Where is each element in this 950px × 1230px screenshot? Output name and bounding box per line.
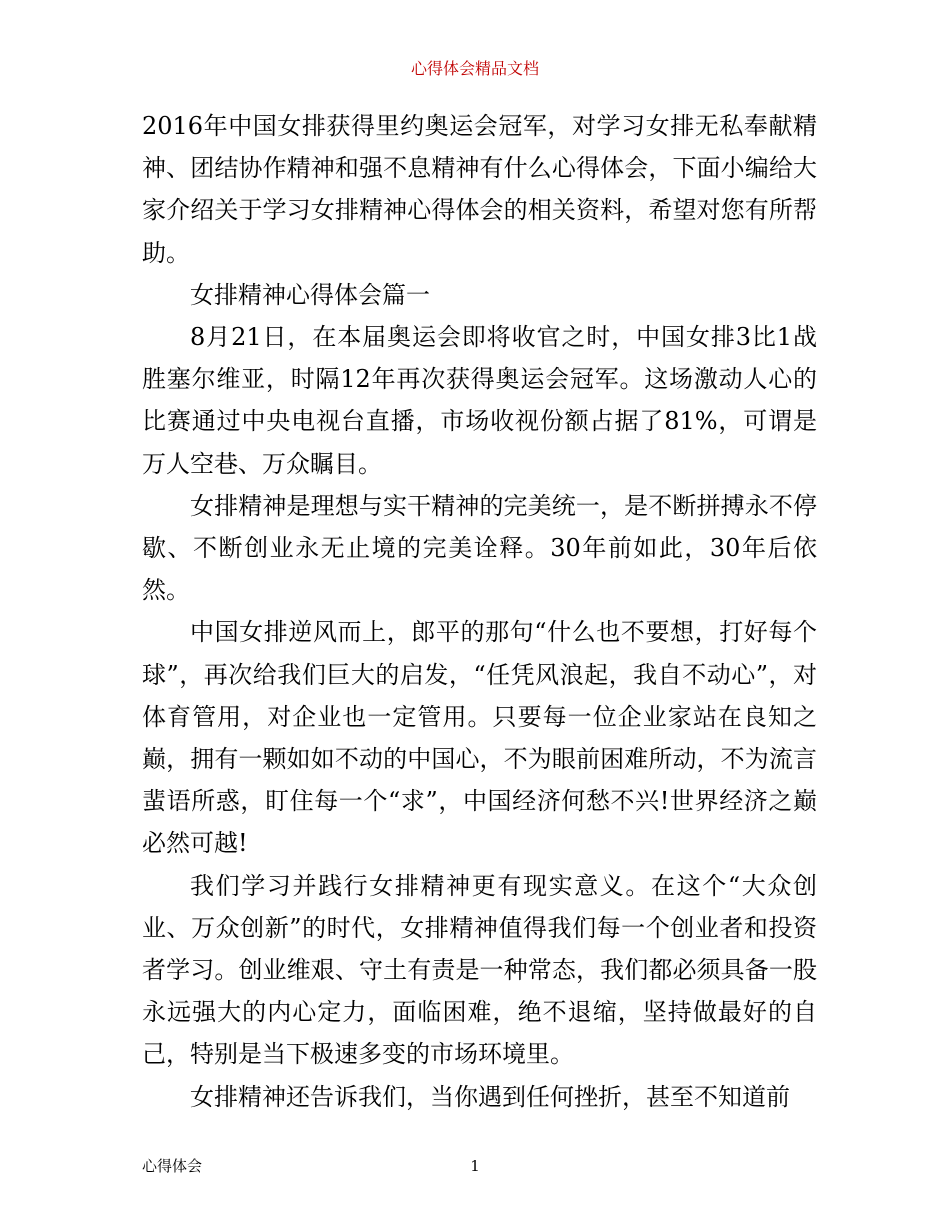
- footer-label: 心得体会: [142, 1157, 203, 1175]
- body-paragraph: 女排精神是理想与实干精神的完美统一，是不断拼搏永不停歇、不断创业永无止境的完美诠释。30年前如此，30年后依然。: [142, 491, 817, 605]
- page-header-title: 心得体会精品文档: [410, 59, 539, 78]
- body-paragraph: 8月21日，在本届奥运会即将收官之时，中国女排3比1战胜塞尔维亚，时隔12年再次获得奥运会冠军。这场激动人心的比赛通过中央电视台直播，市场收视份额占据了81%，可谓是万人空巷、万众瞩目。: [142, 323, 817, 478]
- document-body: [142, 105, 817, 1118]
- body-paragraph: 中国女排逆风而上，郎平的那句“什么也不要想，打好每个球”，再次给我们巨大的启发，“任凭风浪起，我自不动心”，对体育管用，对企业也一定管用。只要每一位企业家站在良知之巅，拥有一颗如如不动的中国心，不为眼前困难所动，不为流言蜚语所惑，盯住每一个“求”，中国经济何愁不兴!世界经济之巅必然可越!: [142, 618, 817, 858]
- body-paragraph: 女排精神还告诉我们，当你遇到任何挫折，甚至不知道前: [190, 1082, 790, 1111]
- section-heading: 女排精神心得体会篇一: [190, 280, 430, 309]
- body-paragraph: 我们学习并践行女排精神更有现实意义。在这个“大众创业、万众创新”的时代，女排精神值得我们每一个创业者和投资者学习。创业维艰、守土有责是一种常态，我们都必须具备一股永远强大的内心定力，面临困难，绝不退缩，坚持做最好的自己，特别是当下极速多变的市场环境里。: [142, 871, 817, 1069]
- page-number: 1: [470, 1157, 480, 1175]
- intro-paragraph: 2016年中国女排获得里约奥运会冠军，对学习女排无私奉献精神、团结协作精神和强不息精神有什么心得体会，下面小编给大家介绍关于学习女排精神心得体会的相关资料，希望对您有所帮助。: [142, 112, 817, 267]
